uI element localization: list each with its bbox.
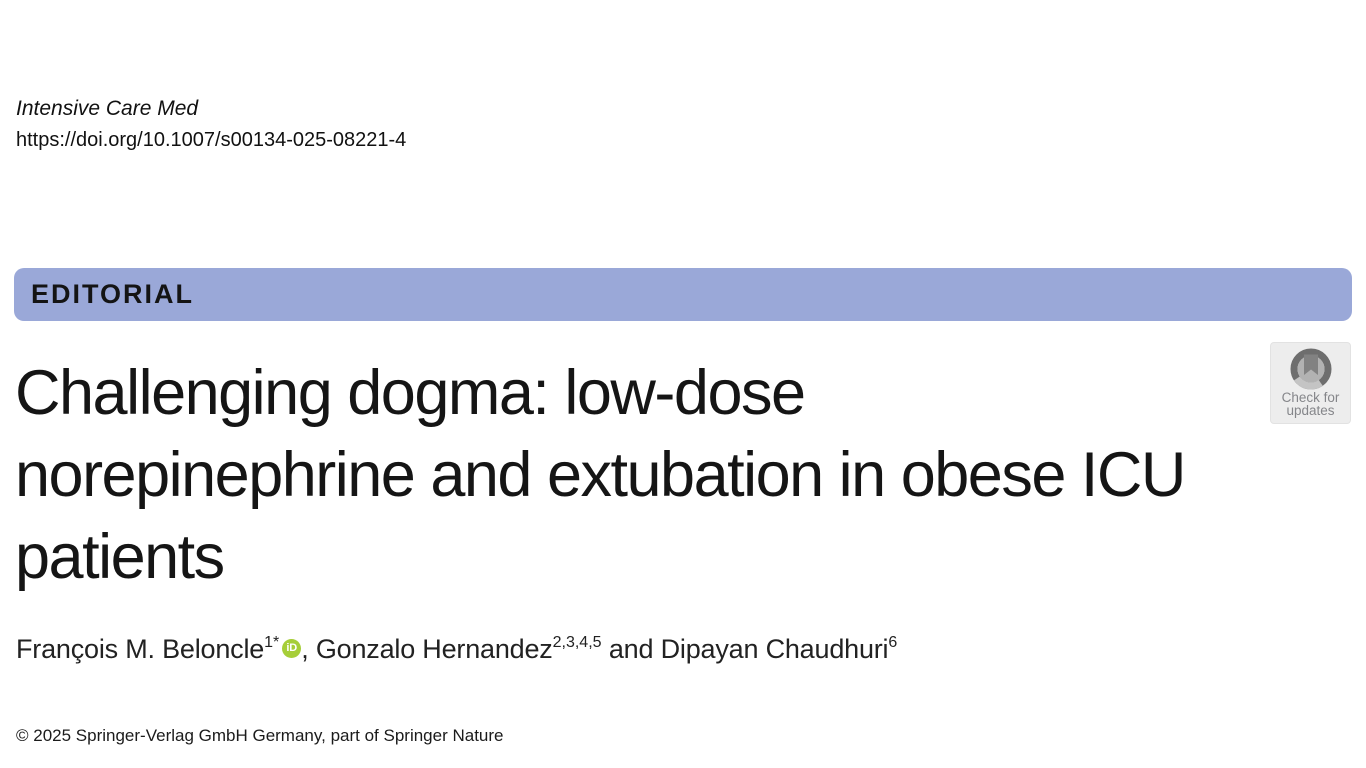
- author-separator: and: [601, 634, 661, 664]
- author-name: Gonzalo Hernandez: [315, 634, 553, 664]
- section-banner-label: EDITORIAL: [31, 279, 195, 309]
- doi-link[interactable]: https://doi.org/10.1007/s00134-025-08221-4: [16, 129, 407, 151]
- check-badge-line2: updates: [1286, 403, 1335, 418]
- author-affiliation-sup: 6: [888, 634, 898, 651]
- article-title: [15, 352, 1315, 598]
- article-title-line-1: Challenging dogma: low-dose: [15, 358, 805, 428]
- author-separator: ,: [301, 634, 316, 664]
- article-title-line-3: patients: [15, 522, 224, 592]
- check-badge-line1: Check for: [1281, 390, 1340, 405]
- author-affiliation-sup: 1*: [264, 634, 280, 651]
- author-name: François M. Beloncle: [16, 634, 265, 664]
- article-title-line-2: norepinephrine and extubation in obese ICU: [15, 440, 1185, 510]
- orcid-icon[interactable]: iD: [282, 639, 301, 658]
- section-banner: [14, 268, 1352, 321]
- authors-line: [16, 634, 897, 665]
- copyright-line: © 2025 Springer-Verlag GmbH Germany, part of Springer Nature: [16, 726, 504, 745]
- author-name: Dipayan Chaudhuri: [660, 634, 889, 664]
- journal-name: Intensive Care Med: [16, 97, 199, 120]
- author-affiliation-sup: 2,3,4,5: [552, 634, 602, 651]
